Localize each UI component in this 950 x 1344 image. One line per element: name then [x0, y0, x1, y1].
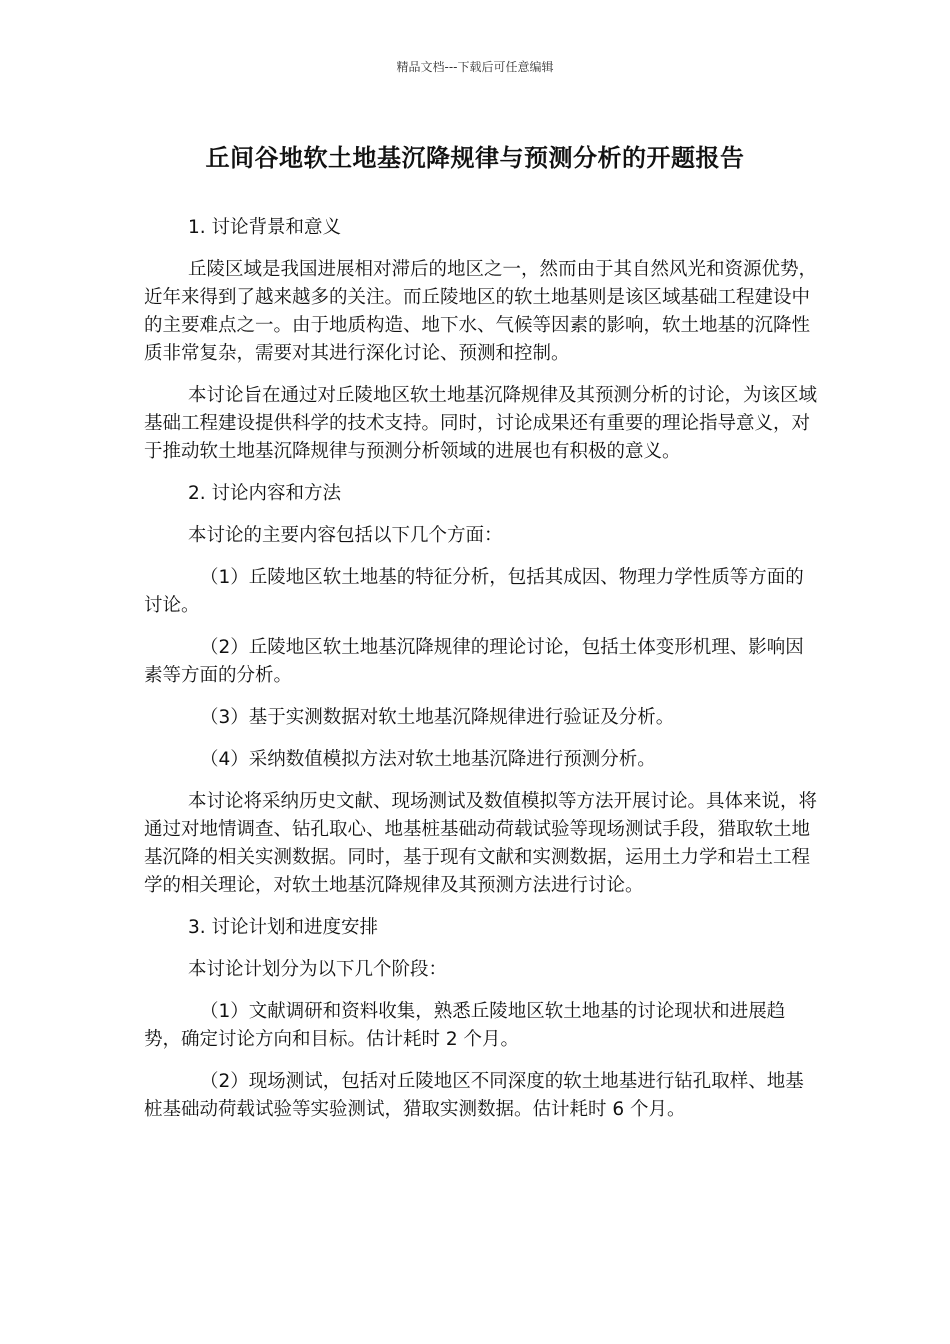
list-item-content-2: （2）丘陵地区软土地基沉降规律的理论讨论，包括土体变形机理、影响因素等方面的分析。 [144, 637, 804, 686]
paragraph-plan-intro: 本讨论计划分为以下几个阶段： [188, 959, 448, 980]
document-title: 丘间谷地软土地基沉降规律与预测分析的开题报告 [205, 144, 745, 172]
list-item-plan-1: （1）文献调研和资料收集，熟悉丘陵地区软土地基的讨论现状和进展趋势，确定讨论方向和目标。估计耗时 2 个月。 [144, 1001, 786, 1050]
document-body [144, 214, 820, 1138]
list-item-plan-2: （2）现场测试，包括对丘陵地区不同深度的软土地基进行钻孔取样、地基桩基础动荷载试验等实验测试，猎取实测数据。估计耗时 6 个月。 [144, 1071, 804, 1120]
list-item-content-4: （4）采纳数值模拟方法对软土地基沉降进行预测分析。 [200, 749, 656, 770]
paragraph-purpose: 本讨论旨在通过对丘陵地区软土地基沉降规律及其预测分析的讨论，为该区域基础工程建设提供科学的技术支持。同时，讨论成果还有重要的理论指导意义，对于推动软土地基沉降规律与预测分析领域的进展也有积极的意义。 [144, 385, 818, 462]
section-heading-2: 2. 讨论内容和方法 [188, 483, 342, 504]
paragraph-content-intro: 本讨论的主要内容包括以下几个方面： [188, 525, 503, 546]
section-heading-1: 1. 讨论背景和意义 [188, 217, 342, 238]
paragraph-methods: 本讨论将采纳历史文献、现场测试及数值模拟等方法开展讨论。具体来说，将通过对地情调查、钻孔取心、地基桩基础动荷载试验等现场测试手段，猎取软土地基沉降的相关实测数据。同时，基于现有文献和实测数据，运用土力学和岩土工程学的相关理论，对软土地基沉降规律及其预测方法进行讨论。 [144, 791, 818, 896]
section-heading-3: 3. 讨论计划和进度安排 [188, 917, 379, 938]
list-item-content-3: （3）基于实测数据对软土地基沉降规律进行验证及分析。 [200, 707, 675, 728]
header-note: 精品文档---下载后可任意编辑 [396, 60, 554, 74]
list-item-content-1: （1）丘陵地区软土地基的特征分析，包括其成因、物理力学性质等方面的讨论。 [144, 567, 804, 616]
paragraph-background: 丘陵区域是我国进展相对滞后的地区之一，然而由于其自然风光和资源优势，近年来得到了越来越多的关注。而丘陵地区的软土地基则是该区域基础工程建设中的主要难点之一。由于地质构造、地下水、气候等因素的影响，软土地基的沉降性质非常复杂，需要对其进行深化讨论、预测和控制。 [144, 259, 818, 364]
